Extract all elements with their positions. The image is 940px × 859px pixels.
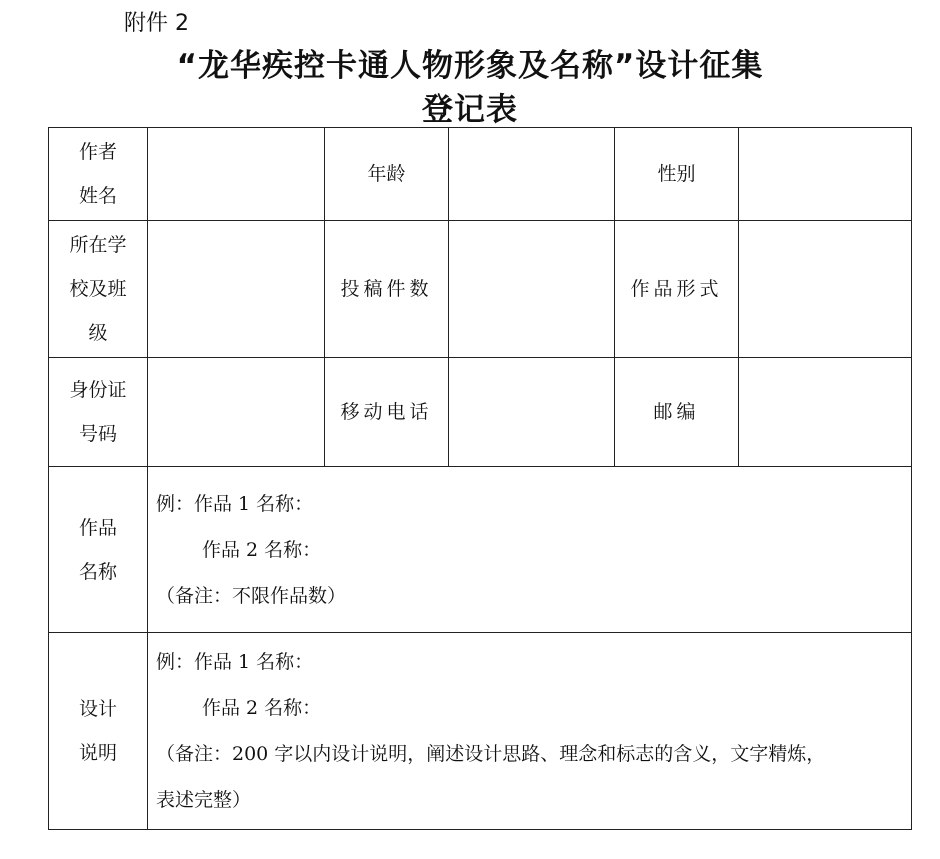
age-field[interactable] xyxy=(449,128,615,221)
work-form-label: 作品形式 xyxy=(615,221,739,358)
label-line: 号码 xyxy=(78,423,117,445)
id-number-field[interactable] xyxy=(148,358,325,467)
school-class-label xyxy=(49,221,148,358)
work-name-example-2: 作品 2 名称： xyxy=(202,538,322,561)
gender-field[interactable] xyxy=(739,128,912,221)
design-description-field[interactable] xyxy=(148,633,912,830)
gender-label: 性别 xyxy=(615,128,739,221)
work-form-field[interactable] xyxy=(739,221,912,358)
id-number-label xyxy=(49,358,148,467)
submission-count-field[interactable] xyxy=(449,221,615,358)
design-note: （备注：200 字以内设计说明，阐述设计思路、理念和标志的含义，文字精炼， xyxy=(156,743,826,765)
design-example-2: 作品 2 名称： xyxy=(202,697,322,719)
work-name-label xyxy=(49,467,148,633)
author-name-field[interactable] xyxy=(148,128,325,221)
label-line: 身份证 xyxy=(69,379,127,401)
registration-table xyxy=(48,127,912,830)
author-name-label xyxy=(49,128,148,221)
work-name-example-1: 例：作品 1 名称： xyxy=(156,492,314,515)
label-line: 说明 xyxy=(78,742,117,764)
work-name-field[interactable] xyxy=(148,467,912,633)
form-subtitle: 登记表 xyxy=(422,92,518,128)
table-row xyxy=(49,467,912,633)
table-row xyxy=(49,358,912,467)
mobile-phone-field[interactable] xyxy=(449,358,615,467)
label-line: 名称 xyxy=(78,560,117,583)
label-line: 作者 xyxy=(78,141,117,163)
table-row xyxy=(49,221,912,358)
submission-count-label: 投稿件数 xyxy=(325,221,449,358)
table-row xyxy=(49,633,912,830)
design-note-continued: 表述完整） xyxy=(156,789,252,811)
work-name-note: （备注：不限作品数） xyxy=(156,584,347,607)
postcode-label: 邮编 xyxy=(615,358,739,467)
label-line: 设计 xyxy=(78,698,117,720)
form-title: “龙华疾控卡通人物形象及名称”设计征集 xyxy=(176,48,764,84)
attachment-label: 附件 2 xyxy=(124,11,189,36)
table-row xyxy=(49,128,912,221)
label-line: 所在学 xyxy=(69,234,127,256)
design-example-1: 例：作品 1 名称： xyxy=(156,651,314,673)
label-line: 作品 xyxy=(78,516,117,539)
label-line: 校及班 xyxy=(69,278,127,300)
design-description-label xyxy=(49,633,148,830)
label-line: 级 xyxy=(88,322,108,344)
label-line: 姓名 xyxy=(78,185,117,207)
mobile-phone-label: 移动电话 xyxy=(325,358,449,467)
age-label: 年龄 xyxy=(325,128,449,221)
school-class-field[interactable] xyxy=(148,221,325,358)
postcode-field[interactable] xyxy=(739,358,912,467)
